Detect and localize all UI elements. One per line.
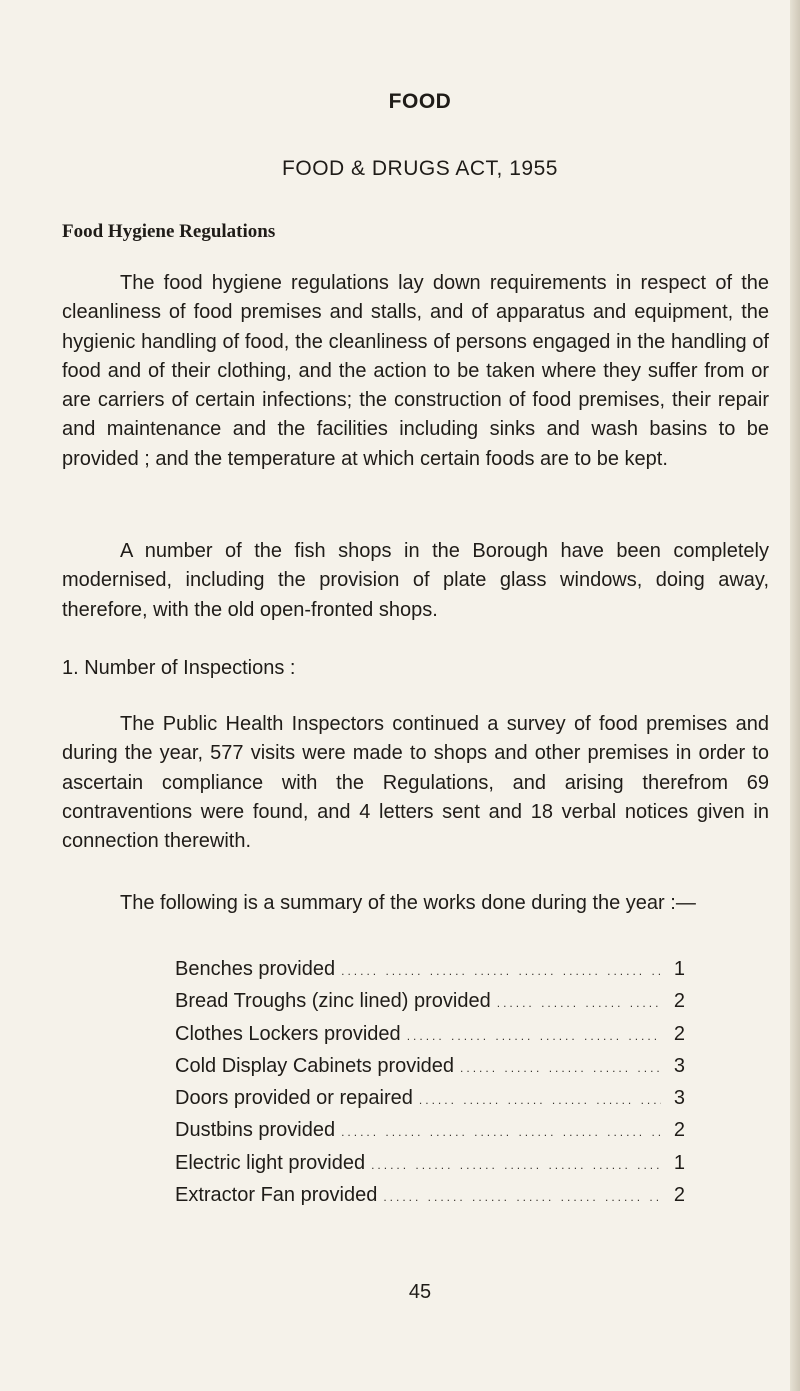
item-count: 3 (673, 1087, 685, 1110)
item-label: Extractor Fan provided (175, 1184, 378, 1207)
leader-dots (419, 1093, 661, 1107)
list-item (175, 1087, 685, 1119)
works-summary-list (175, 958, 685, 1216)
list-item (175, 958, 685, 990)
list-item (175, 1055, 685, 1087)
item-count: 1 (673, 1151, 685, 1174)
act-heading: FOOD & DRUGS ACT, 1955 (282, 157, 558, 180)
item-label: Bread Troughs (zinc lined) provided (175, 990, 491, 1013)
item-label: Clothes Lockers provided (175, 1022, 401, 1045)
leader-dots (341, 1125, 661, 1139)
item-count: 2 (673, 1119, 685, 1142)
regulations-paragraph: The food hygiene regulations lay down requirements in respect of the cleanliness of food premises and stalls, and of apparatus and equipment, the hygienic handling of food, the cleanliness of persons engaged in the handling of food and of their clothing, and the action to be taken where they suffer from or are carriers of certain infections; the construction of food premises, their repair and maintenance and the facilities including sinks and wash basins to be provided ; and the temperature at which certain foods are to be kept. (62, 272, 769, 470)
inspections-heading: 1. Number of Inspections : (62, 657, 296, 679)
item-label: Cold Display Cabinets provided (175, 1054, 455, 1077)
leader-dots (341, 964, 661, 978)
fish-shops-paragraph: A number of the fish shops in the Borough have been completely modernised, including the provision of plate glass windows, doing away, therefore, with the old open-fronted shops. (62, 540, 769, 621)
leader-dots (407, 1029, 661, 1043)
list-item (175, 990, 685, 1022)
item-count: 3 (673, 1054, 685, 1077)
item-count: 2 (673, 1022, 685, 1045)
item-count: 1 (673, 958, 685, 980)
item-count: 2 (673, 1184, 685, 1207)
page-edge (790, 0, 800, 1391)
list-item (175, 1023, 685, 1055)
list-item (175, 1152, 685, 1184)
inspections-paragraph: The Public Health Inspectors continued a survey of food premises and during the year, 577 visits were made to shops and other premises in order to ascertain compliance with the Regulations, and arising therefrom 69 contraventions were found, and 4 letters sent and 18 verbal notices given in connection therewith. (62, 713, 769, 853)
item-label: Benches provided (175, 958, 336, 980)
item-label: Doors provided or repaired (175, 1087, 413, 1110)
list-item (175, 1184, 685, 1216)
leader-dots (460, 1061, 661, 1075)
leader-dots (497, 996, 661, 1010)
summary-intro-paragraph: The following is a summary of the works done during the year :— (120, 892, 696, 914)
page-number: 45 (408, 1281, 432, 1303)
leader-dots (383, 1190, 661, 1204)
list-item (175, 1119, 685, 1151)
item-label: Electric light provided (175, 1151, 366, 1174)
item-label: Dustbins provided (175, 1119, 336, 1142)
leader-dots (371, 1158, 661, 1172)
section-heading: Food Hygiene Regulations (62, 221, 276, 242)
item-count: 2 (673, 990, 685, 1013)
page-title: FOOD (388, 90, 452, 113)
